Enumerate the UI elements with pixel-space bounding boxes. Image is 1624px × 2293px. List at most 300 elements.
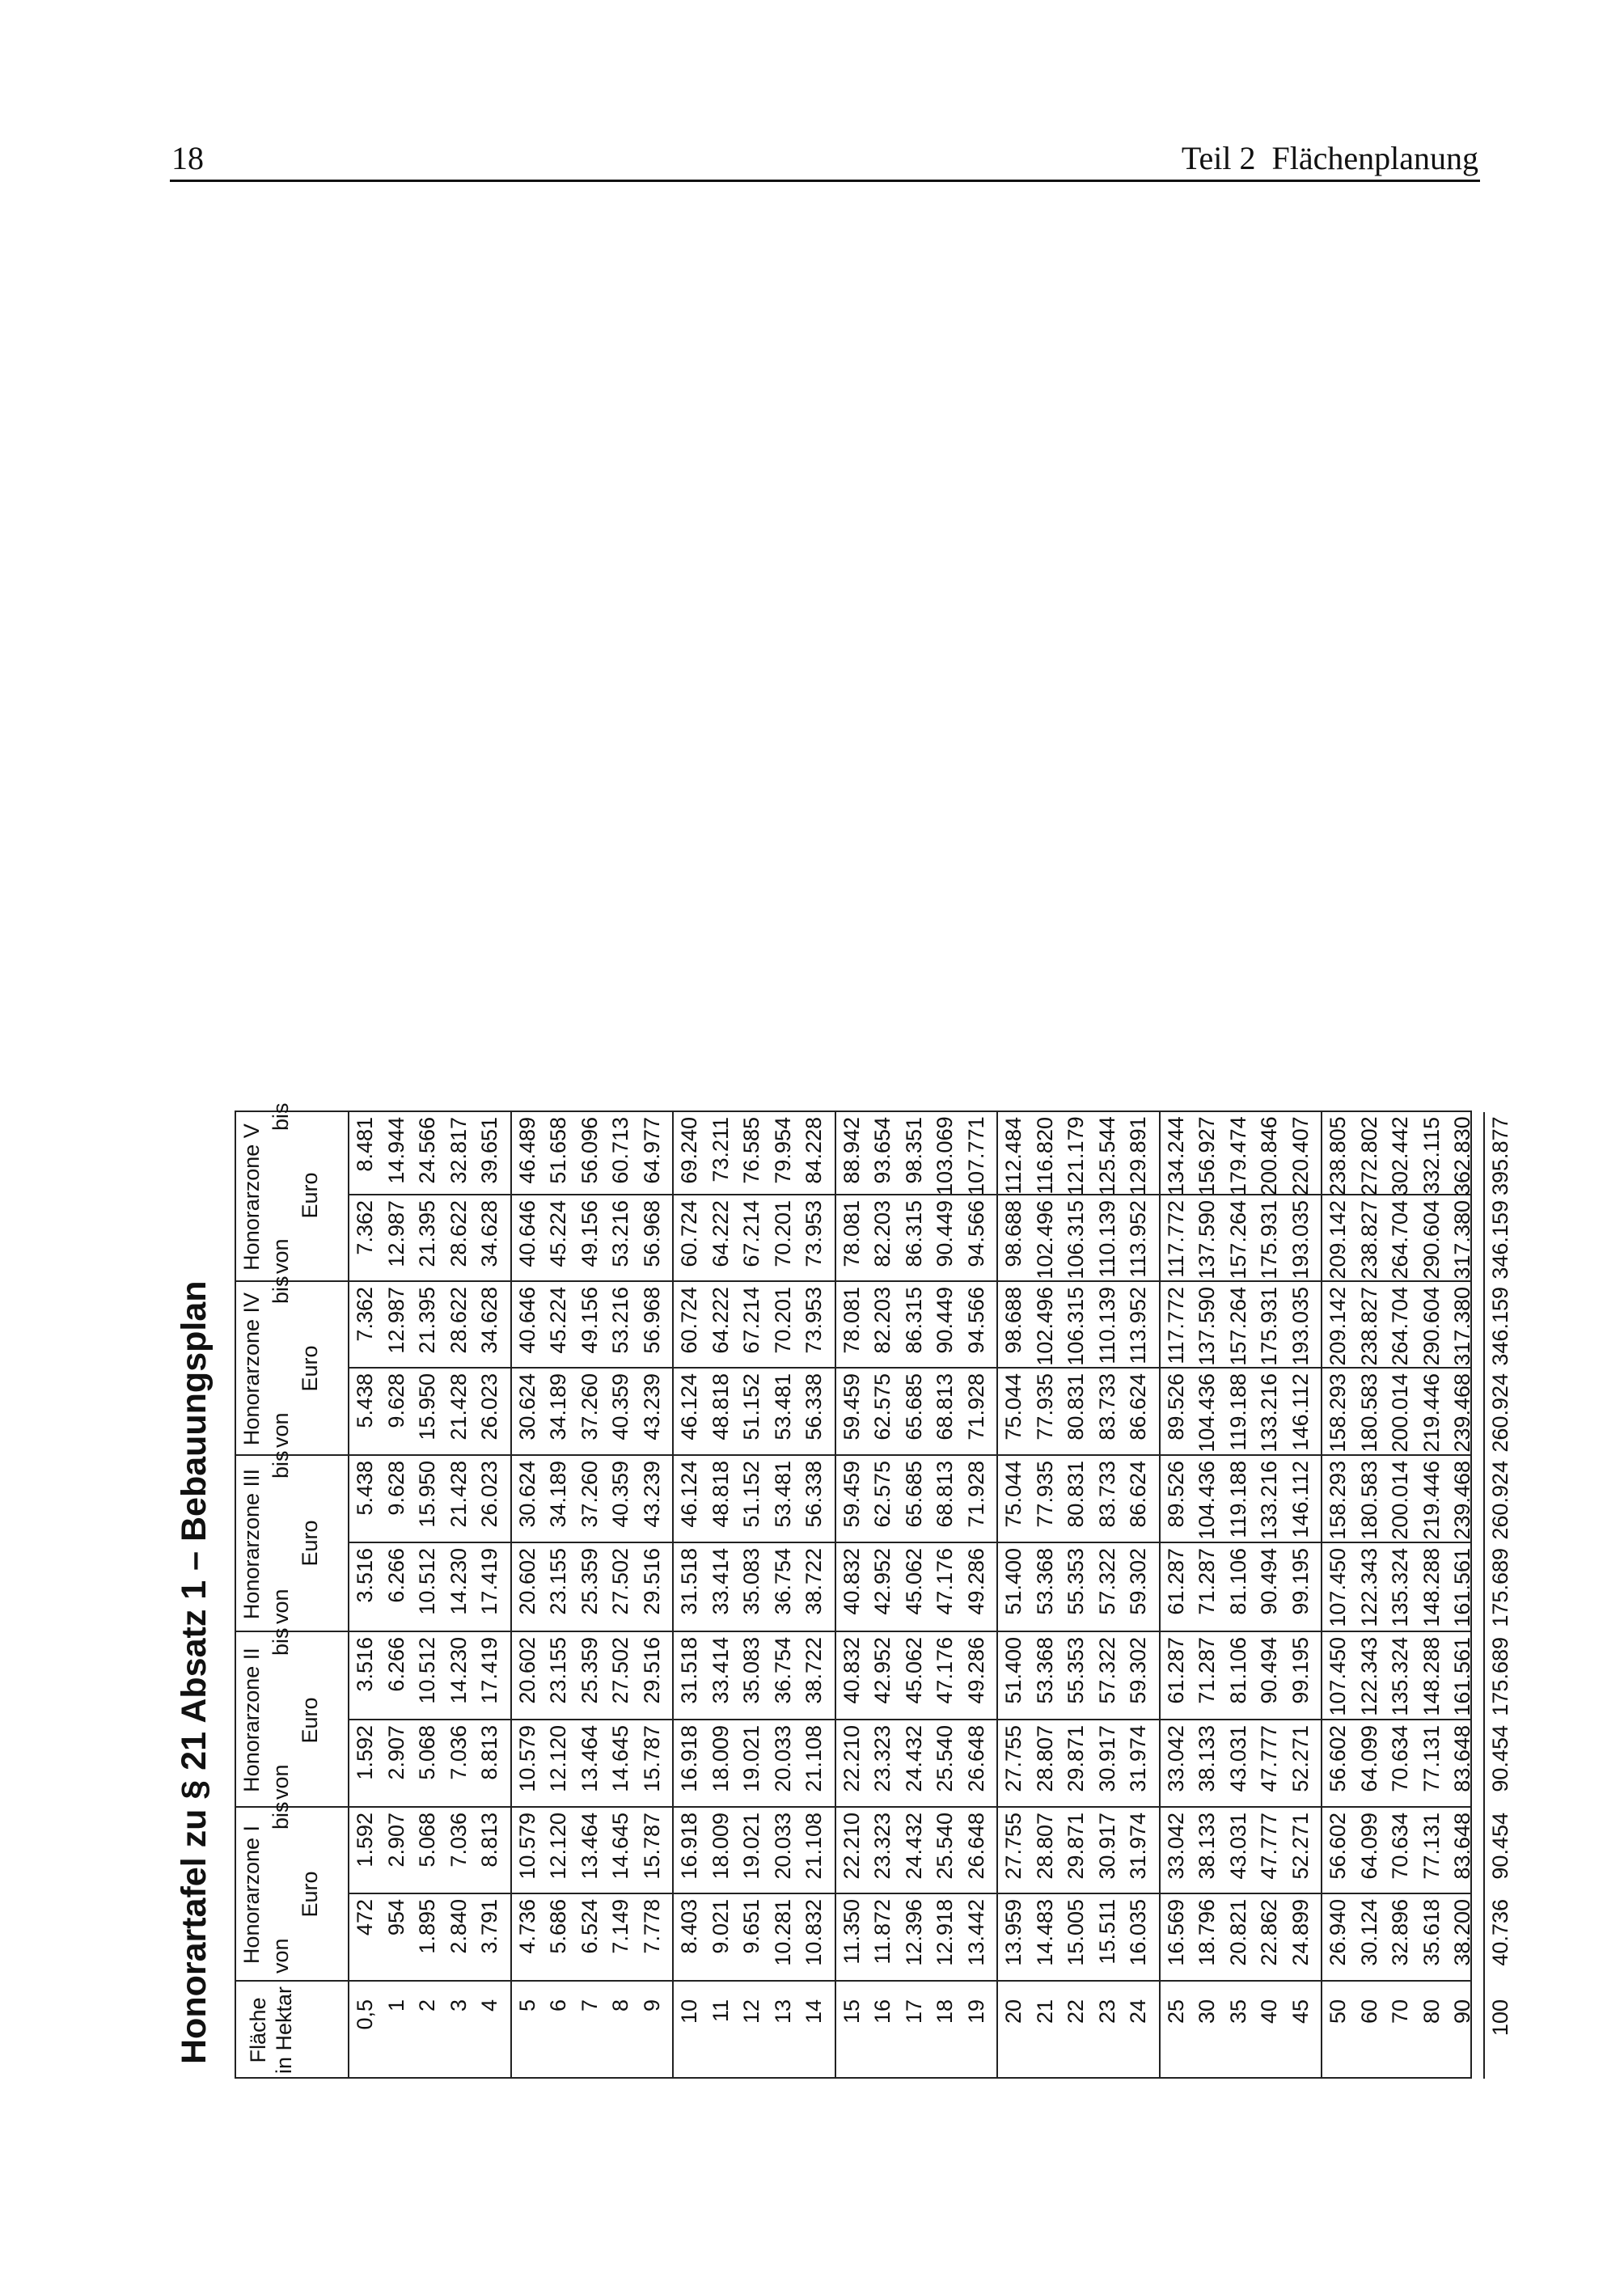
bis-value-cell: 56.338 bbox=[801, 1461, 826, 1528]
bis-value-cell: 48.818 bbox=[708, 1461, 733, 1528]
von-value-cell: 13.959 bbox=[1001, 1899, 1026, 1966]
bis-value-cell: 110.139 bbox=[1094, 1287, 1119, 1364]
von-value-cell: 75.044 bbox=[1001, 1373, 1026, 1441]
von-value-cell: 45.062 bbox=[901, 1548, 926, 1615]
bis-value-cell: 76.585 bbox=[739, 1117, 763, 1184]
bis-value-cell: 135.324 bbox=[1388, 1637, 1412, 1716]
von-value-cell: 21.395 bbox=[415, 1200, 439, 1267]
area-cell: 14 bbox=[801, 1999, 826, 2024]
von-value-cell: 23.155 bbox=[546, 1548, 570, 1615]
von-value-cell: 12.120 bbox=[546, 1725, 570, 1792]
von-value-cell: 7.149 bbox=[608, 1899, 632, 1954]
area-cell: 22 bbox=[1064, 1999, 1088, 2024]
von-value-cell: 102.496 bbox=[1032, 1200, 1057, 1280]
von-value-cell: 7.778 bbox=[639, 1899, 664, 1954]
von-value-cell: 64.222 bbox=[708, 1200, 733, 1267]
von-value-cell: 21.428 bbox=[446, 1373, 471, 1441]
von-value-cell: 40.359 bbox=[608, 1373, 632, 1441]
bis-value-cell: 220.407 bbox=[1288, 1116, 1313, 1195]
von-value-cell: 14.645 bbox=[608, 1725, 632, 1792]
area-cell: 0,5 bbox=[353, 1999, 377, 2030]
von-value-cell: 19.021 bbox=[739, 1725, 763, 1792]
von-value-cell: 57.322 bbox=[1094, 1548, 1119, 1615]
von-value-cell: 94.566 bbox=[963, 1200, 988, 1267]
bis-value-cell: 69.240 bbox=[677, 1117, 701, 1184]
bis-value-cell: 24.432 bbox=[901, 1813, 926, 1880]
bis-value-cell: 14.944 bbox=[383, 1117, 408, 1184]
zone-header: Honorarzone IV bbox=[239, 1292, 264, 1446]
bis-value-cell: 134.244 bbox=[1163, 1116, 1188, 1195]
bis-value-cell: 34.628 bbox=[477, 1287, 501, 1354]
von-value-cell: 346.159 bbox=[1487, 1200, 1512, 1280]
von-value-cell: 46.124 bbox=[677, 1373, 701, 1441]
von-label: von bbox=[269, 1589, 293, 1624]
von-value-cell: 148.288 bbox=[1419, 1548, 1444, 1627]
von-value-cell: 6.524 bbox=[577, 1899, 602, 1954]
von-value-cell: 7.036 bbox=[446, 1725, 471, 1780]
bis-value-cell: 158.293 bbox=[1326, 1461, 1350, 1540]
group-separator bbox=[835, 1112, 836, 2079]
von-value-cell: 27.755 bbox=[1001, 1725, 1026, 1792]
area-cell: 6 bbox=[546, 1999, 570, 2012]
area-cell: 7 bbox=[577, 1999, 602, 2012]
bis-value-cell: 38.722 bbox=[801, 1637, 826, 1704]
bis-value-cell: 23.155 bbox=[546, 1637, 570, 1704]
bis-value-cell: 20.033 bbox=[770, 1813, 795, 1880]
von-value-cell: 65.685 bbox=[901, 1373, 926, 1441]
bis-value-cell: 137.590 bbox=[1195, 1287, 1219, 1366]
bis-value-cell: 51.400 bbox=[1001, 1637, 1026, 1704]
bis-value-cell: 36.754 bbox=[770, 1637, 795, 1704]
bis-value-cell: 40.359 bbox=[608, 1461, 632, 1528]
von-value-cell: 43.031 bbox=[1225, 1725, 1250, 1792]
von-value-cell: 24.899 bbox=[1288, 1899, 1313, 1966]
bis-value-cell: 65.685 bbox=[901, 1461, 926, 1528]
von-value-cell: 10.281 bbox=[770, 1899, 795, 1966]
bis-value-cell: 73.211 bbox=[708, 1117, 733, 1182]
von-value-cell: 180.583 bbox=[1356, 1373, 1381, 1453]
bis-value-cell: 99.195 bbox=[1288, 1637, 1313, 1704]
bis-value-cell: 20.602 bbox=[514, 1637, 539, 1704]
bis-label: bis bbox=[269, 1627, 293, 1656]
bis-value-cell: 121.179 bbox=[1064, 1116, 1088, 1195]
bis-value-cell: 332.115 bbox=[1419, 1117, 1444, 1195]
von-value-cell: 10.579 bbox=[514, 1725, 539, 1792]
area-cell: 10 bbox=[677, 1999, 701, 2024]
bis-value-cell: 64.222 bbox=[708, 1287, 733, 1354]
von-value-cell: 106.315 bbox=[1064, 1200, 1088, 1280]
bis-value-cell: 21.108 bbox=[801, 1813, 826, 1880]
bis-value-cell: 125.544 bbox=[1094, 1116, 1119, 1195]
von-value-cell: 43.239 bbox=[639, 1373, 664, 1441]
group-separator bbox=[672, 1112, 674, 2079]
area-cell: 13 bbox=[770, 1999, 795, 2024]
bis-value-cell: 157.264 bbox=[1225, 1287, 1250, 1366]
von-value-cell: 81.106 bbox=[1225, 1548, 1250, 1615]
bis-value-cell: 90.494 bbox=[1257, 1637, 1281, 1704]
fee-table bbox=[235, 218, 1512, 2079]
von-value-cell: 49.156 bbox=[577, 1200, 602, 1267]
zone-header: Honorarzone III bbox=[239, 1468, 264, 1620]
bis-value-cell: 16.918 bbox=[677, 1813, 701, 1880]
von-value-cell: 6.266 bbox=[383, 1548, 408, 1603]
von-value-cell: 24.432 bbox=[901, 1725, 926, 1792]
area-cell: 8 bbox=[608, 1999, 632, 2012]
table-title: Honorartafel zu § 21 Absatz 1 – Bebauungsplan bbox=[175, 1280, 214, 2064]
bis-value-cell: 19.021 bbox=[739, 1813, 763, 1880]
area-cell: 9 bbox=[639, 1999, 664, 2012]
von-value-cell: 90.494 bbox=[1257, 1548, 1281, 1615]
bis-value-cell: 161.561 bbox=[1450, 1637, 1474, 1716]
area-cell: 1 bbox=[383, 1999, 408, 2012]
von-value-cell: 107.450 bbox=[1326, 1548, 1350, 1627]
bis-value-cell: 3.516 bbox=[353, 1637, 377, 1692]
zone-header: Honorarzone II bbox=[239, 1648, 264, 1792]
bis-value-cell: 56.968 bbox=[639, 1287, 664, 1354]
von-value-cell: 71.287 bbox=[1195, 1548, 1219, 1615]
von-value-cell: 113.952 bbox=[1126, 1200, 1150, 1278]
bis-value-cell: 38.133 bbox=[1195, 1813, 1219, 1880]
von-value-cell: 52.271 bbox=[1288, 1725, 1313, 1792]
von-value-cell: 28.622 bbox=[446, 1200, 471, 1267]
bis-value-cell: 264.704 bbox=[1388, 1287, 1412, 1366]
von-value-cell: 49.286 bbox=[963, 1548, 988, 1615]
bis-value-cell: 15.787 bbox=[639, 1813, 664, 1880]
von-value-cell: 31.974 bbox=[1126, 1725, 1150, 1792]
bis-value-cell: 46.489 bbox=[514, 1117, 539, 1184]
area-cell: 20 bbox=[1001, 1999, 1026, 2024]
von-value-cell: 31.518 bbox=[677, 1548, 701, 1615]
bis-value-cell: 27.502 bbox=[608, 1637, 632, 1704]
bis-value-cell: 146.112 bbox=[1288, 1461, 1313, 1538]
bis-value-cell: 260.924 bbox=[1487, 1461, 1512, 1540]
bis-value-cell: 33.414 bbox=[708, 1637, 733, 1704]
bis-value-cell: 156.927 bbox=[1195, 1116, 1219, 1195]
area-cell: 11 bbox=[708, 1999, 733, 2023]
von-value-cell: 34.628 bbox=[477, 1200, 501, 1267]
bis-value-cell: 7.362 bbox=[353, 1287, 377, 1342]
bis-value-cell: 129.891 bbox=[1126, 1116, 1150, 1195]
bis-value-cell: 346.159 bbox=[1487, 1287, 1512, 1366]
von-value-cell: 22.210 bbox=[839, 1725, 864, 1792]
bis-value-cell: 55.353 bbox=[1064, 1637, 1088, 1704]
von-label: von bbox=[269, 1238, 293, 1274]
bis-value-cell: 103.069 bbox=[933, 1116, 957, 1195]
bis-value-cell: 23.323 bbox=[870, 1813, 894, 1880]
bis-value-cell: 193.035 bbox=[1288, 1287, 1313, 1366]
von-value-cell: 260.924 bbox=[1487, 1373, 1512, 1453]
bis-value-cell: 148.288 bbox=[1419, 1637, 1444, 1716]
bis-value-cell: 5.068 bbox=[415, 1813, 439, 1868]
bis-value-cell: 90.449 bbox=[933, 1287, 957, 1354]
von-value-cell: 83.648 bbox=[1450, 1725, 1474, 1792]
von-value-cell: 175.689 bbox=[1487, 1548, 1512, 1627]
von-value-cell: 119.188 bbox=[1225, 1373, 1250, 1451]
von-value-cell: 14.483 bbox=[1032, 1899, 1057, 1966]
von-value-cell: 40.646 bbox=[514, 1200, 539, 1267]
bis-value-cell: 112.484 bbox=[1001, 1117, 1026, 1195]
von-value-cell: 238.827 bbox=[1356, 1200, 1381, 1280]
von-value-cell: 122.343 bbox=[1356, 1548, 1381, 1627]
von-value-cell: 86.624 bbox=[1126, 1373, 1150, 1441]
bis-value-cell: 22.210 bbox=[839, 1813, 864, 1880]
area-header-line1: Fläche bbox=[246, 1997, 270, 2063]
von-value-cell: 11.350 bbox=[839, 1899, 864, 1965]
von-value-cell: 56.338 bbox=[801, 1373, 826, 1441]
header-rule bbox=[170, 180, 1480, 182]
von-value-cell: 26.023 bbox=[477, 1373, 501, 1441]
bis-value-cell: 12.120 bbox=[546, 1813, 570, 1880]
bis-value-cell: 14.645 bbox=[608, 1813, 632, 1880]
rotated-table-block bbox=[170, 218, 1512, 2079]
von-value-cell: 80.831 bbox=[1064, 1373, 1088, 1441]
von-value-cell: 5.068 bbox=[415, 1725, 439, 1780]
von-value-cell: 16.035 bbox=[1126, 1899, 1150, 1966]
von-value-cell: 9.628 bbox=[383, 1373, 408, 1428]
bis-value-cell: 49.286 bbox=[963, 1637, 988, 1704]
bis-value-cell: 7.036 bbox=[446, 1813, 471, 1868]
von-value-cell: 59.302 bbox=[1126, 1548, 1150, 1615]
von-value-cell: 64.099 bbox=[1356, 1725, 1381, 1792]
bis-label: bis bbox=[269, 1102, 293, 1131]
group-separator bbox=[996, 1112, 998, 2079]
von-value-cell: 133.216 bbox=[1257, 1373, 1281, 1453]
area-cell: 60 bbox=[1356, 1999, 1381, 2024]
bis-value-cell: 98.688 bbox=[1001, 1287, 1026, 1354]
bis-value-cell: 37.260 bbox=[577, 1461, 602, 1528]
von-value-cell: 219.446 bbox=[1419, 1373, 1444, 1453]
von-value-cell: 9.021 bbox=[708, 1899, 733, 1954]
area-cell: 35 bbox=[1225, 1999, 1250, 2024]
bis-value-cell: 180.583 bbox=[1356, 1461, 1381, 1540]
bis-value-cell: 45.224 bbox=[546, 1287, 570, 1354]
bis-value-cell: 59.459 bbox=[839, 1461, 864, 1528]
bis-value-cell: 2.907 bbox=[383, 1813, 408, 1868]
von-value-cell: 38.200 bbox=[1450, 1899, 1474, 1966]
bis-value-cell: 60.713 bbox=[608, 1117, 632, 1184]
bis-value-cell: 25.540 bbox=[933, 1813, 957, 1880]
area-cell: 30 bbox=[1195, 1999, 1219, 2024]
bis-value-cell: 209.142 bbox=[1326, 1287, 1350, 1366]
area-cell: 16 bbox=[870, 1999, 894, 2024]
bis-value-cell: 362.830 bbox=[1450, 1116, 1474, 1195]
von-value-cell: 27.502 bbox=[608, 1548, 632, 1615]
von-value-cell: 193.035 bbox=[1288, 1200, 1313, 1280]
von-value-cell: 90.449 bbox=[933, 1200, 957, 1267]
bis-value-cell: 45.062 bbox=[901, 1637, 926, 1704]
von-value-cell: 18.796 bbox=[1195, 1899, 1219, 1966]
von-value-cell: 16.918 bbox=[677, 1725, 701, 1792]
von-value-cell: 90.454 bbox=[1487, 1725, 1512, 1792]
bis-value-cell: 86.624 bbox=[1126, 1461, 1150, 1528]
bis-value-cell: 21.395 bbox=[415, 1287, 439, 1354]
bis-value-cell: 14.230 bbox=[446, 1637, 471, 1704]
von-value-cell: 110.139 bbox=[1094, 1200, 1119, 1278]
bis-value-cell: 73.953 bbox=[801, 1287, 826, 1354]
von-value-cell: 15.787 bbox=[639, 1725, 664, 1792]
von-value-cell: 9.651 bbox=[739, 1899, 763, 1954]
bis-value-cell: 18.009 bbox=[708, 1813, 733, 1880]
von-value-cell: 53.368 bbox=[1032, 1548, 1057, 1615]
bis-value-cell: 26.648 bbox=[963, 1813, 988, 1880]
bis-value-cell: 64.099 bbox=[1356, 1813, 1381, 1880]
von-value-cell: 70.201 bbox=[770, 1200, 795, 1267]
von-value-cell: 5.686 bbox=[546, 1899, 570, 1954]
group-separator bbox=[1159, 1112, 1161, 2079]
table-border-right bbox=[235, 1111, 1472, 1112]
von-value-cell: 15.005 bbox=[1064, 1899, 1088, 1966]
bis-value-cell: 21.428 bbox=[446, 1461, 471, 1528]
bis-value-cell: 57.322 bbox=[1094, 1637, 1119, 1704]
bis-value-cell: 60.724 bbox=[677, 1287, 701, 1354]
von-value-cell: 26.940 bbox=[1326, 1899, 1350, 1966]
von-value-cell: 17.419 bbox=[477, 1548, 501, 1615]
von-value-cell: 1.895 bbox=[415, 1899, 439, 1954]
unit-label: Euro bbox=[298, 1345, 322, 1392]
bis-value-cell: 75.044 bbox=[1001, 1461, 1026, 1528]
bis-value-cell: 86.315 bbox=[901, 1287, 926, 1354]
bis-value-cell: 68.813 bbox=[933, 1461, 957, 1528]
bis-label: bis bbox=[269, 1450, 293, 1479]
von-value-cell: 42.952 bbox=[870, 1548, 894, 1615]
bis-value-cell: 40.832 bbox=[839, 1637, 864, 1704]
von-value-cell: 23.323 bbox=[870, 1725, 894, 1792]
von-value-cell: 158.293 bbox=[1326, 1373, 1350, 1453]
header-rule-bottom bbox=[348, 1112, 349, 2079]
von-value-cell: 13.442 bbox=[963, 1899, 988, 1966]
von-value-cell: 209.142 bbox=[1326, 1200, 1350, 1280]
bis-value-cell: 90.454 bbox=[1487, 1813, 1512, 1880]
bis-value-cell: 83.648 bbox=[1450, 1813, 1474, 1880]
bis-value-cell: 107.771 bbox=[963, 1116, 988, 1195]
bis-value-cell: 28.622 bbox=[446, 1287, 471, 1354]
von-value-cell: 98.688 bbox=[1001, 1200, 1026, 1267]
area-cell: 25 bbox=[1163, 1999, 1188, 2024]
bis-value-cell: 302.442 bbox=[1388, 1116, 1412, 1195]
bis-value-cell: 29.516 bbox=[639, 1637, 664, 1704]
bis-value-cell: 17.419 bbox=[477, 1637, 501, 1704]
bis-value-cell: 67.214 bbox=[739, 1287, 763, 1354]
von-value-cell: 472 bbox=[353, 1899, 377, 1936]
von-value-cell: 34.189 bbox=[546, 1373, 570, 1441]
bis-value-cell: 59.302 bbox=[1126, 1637, 1150, 1704]
group-separator bbox=[1483, 1112, 1485, 2079]
von-value-cell: 77.131 bbox=[1419, 1725, 1444, 1792]
bis-value-cell: 61.287 bbox=[1163, 1637, 1188, 1704]
von-value-cell: 51.400 bbox=[1001, 1548, 1026, 1615]
bis-value-cell: 8.813 bbox=[477, 1813, 501, 1868]
bis-value-cell: 51.152 bbox=[739, 1461, 763, 1528]
bis-value-cell: 47.777 bbox=[1257, 1813, 1281, 1880]
von-value-cell: 68.813 bbox=[933, 1373, 957, 1441]
bis-value-cell: 83.733 bbox=[1094, 1461, 1119, 1528]
von-value-cell: 146.112 bbox=[1288, 1373, 1313, 1451]
bis-value-cell: 47.176 bbox=[933, 1637, 957, 1704]
area-cell: 21 bbox=[1032, 1999, 1057, 2024]
bis-value-cell: 62.575 bbox=[870, 1461, 894, 1528]
bis-value-cell: 40.646 bbox=[514, 1287, 539, 1354]
von-value-cell: 26.648 bbox=[963, 1725, 988, 1792]
bis-value-cell: 175.931 bbox=[1257, 1287, 1281, 1366]
von-value-cell: 35.083 bbox=[739, 1548, 763, 1615]
bis-value-cell: 94.566 bbox=[963, 1287, 988, 1354]
unit-label: Euro bbox=[298, 1520, 322, 1567]
von-value-cell: 2.840 bbox=[446, 1899, 471, 1954]
von-value-cell: 290.604 bbox=[1419, 1200, 1444, 1280]
bis-value-cell: 12.987 bbox=[383, 1287, 408, 1354]
running-title: Teil 2 Flächenplanung bbox=[1181, 140, 1478, 176]
bis-value-cell: 200.846 bbox=[1257, 1116, 1281, 1195]
von-value-cell: 16.569 bbox=[1163, 1899, 1188, 1966]
von-value-cell: 11.872 bbox=[870, 1899, 894, 1965]
von-value-cell: 8.403 bbox=[677, 1899, 701, 1954]
von-value-cell: 33.042 bbox=[1163, 1725, 1188, 1792]
von-label: von bbox=[269, 1938, 293, 1974]
bis-value-cell: 104.436 bbox=[1195, 1461, 1219, 1540]
von-value-cell: 18.009 bbox=[708, 1725, 733, 1792]
bis-value-cell: 6.266 bbox=[383, 1637, 408, 1692]
bis-value-cell: 27.755 bbox=[1001, 1813, 1026, 1880]
bis-value-cell: 53.481 bbox=[770, 1461, 795, 1528]
bis-value-cell: 33.042 bbox=[1163, 1813, 1188, 1880]
von-value-cell: 135.324 bbox=[1388, 1548, 1412, 1627]
bis-value-cell: 56.096 bbox=[577, 1117, 602, 1184]
von-value-cell: 83.733 bbox=[1094, 1373, 1119, 1441]
von-value-cell: 317.380 bbox=[1450, 1200, 1474, 1280]
bis-value-cell: 46.124 bbox=[677, 1461, 701, 1528]
von-value-cell: 5.438 bbox=[353, 1373, 377, 1428]
table-border-top bbox=[235, 1112, 236, 2079]
bis-value-cell: 53.216 bbox=[608, 1287, 632, 1354]
von-label: von bbox=[269, 1764, 293, 1800]
von-value-cell: 22.862 bbox=[1257, 1899, 1281, 1966]
bis-value-cell: 43.239 bbox=[639, 1461, 664, 1528]
zone-header: Honorarzone I bbox=[239, 1825, 264, 1965]
von-value-cell: 89.526 bbox=[1163, 1373, 1188, 1441]
bis-label: bis bbox=[269, 1276, 293, 1304]
von-value-cell: 78.081 bbox=[839, 1200, 864, 1267]
von-value-cell: 29.516 bbox=[639, 1548, 664, 1615]
bis-value-cell: 179.474 bbox=[1225, 1116, 1250, 1195]
bis-value-cell: 28.807 bbox=[1032, 1813, 1057, 1880]
von-value-cell: 20.033 bbox=[770, 1725, 795, 1792]
von-value-cell: 21.108 bbox=[801, 1725, 826, 1792]
von-value-cell: 55.353 bbox=[1064, 1548, 1088, 1615]
bis-value-cell: 200.014 bbox=[1388, 1461, 1412, 1540]
bis-value-cell: 395.877 bbox=[1487, 1116, 1512, 1195]
bis-value-cell: 116.820 bbox=[1032, 1117, 1057, 1195]
bis-value-cell: 25.359 bbox=[577, 1637, 602, 1704]
bis-value-cell: 10.579 bbox=[514, 1813, 539, 1880]
von-value-cell: 56.968 bbox=[639, 1200, 664, 1267]
bis-value-cell: 8.481 bbox=[353, 1117, 377, 1172]
bis-value-cell: 89.526 bbox=[1163, 1461, 1188, 1528]
bis-value-cell: 52.271 bbox=[1288, 1813, 1313, 1880]
area-cell: 15 bbox=[839, 1999, 864, 2024]
von-value-cell: 7.362 bbox=[353, 1200, 377, 1255]
von-value-cell: 59.459 bbox=[839, 1373, 864, 1441]
von-value-cell: 200.014 bbox=[1388, 1373, 1412, 1453]
von-value-cell: 38.722 bbox=[801, 1548, 826, 1615]
von-value-cell: 15.511 bbox=[1094, 1899, 1119, 1965]
von-value-cell: 954 bbox=[383, 1899, 408, 1936]
von-value-cell: 28.807 bbox=[1032, 1725, 1057, 1792]
von-value-cell: 67.214 bbox=[739, 1200, 763, 1267]
bis-value-cell: 26.023 bbox=[477, 1461, 501, 1528]
area-cell: 40 bbox=[1257, 1999, 1281, 2024]
von-value-cell: 47.176 bbox=[933, 1548, 957, 1615]
von-value-cell: 35.618 bbox=[1419, 1899, 1444, 1966]
